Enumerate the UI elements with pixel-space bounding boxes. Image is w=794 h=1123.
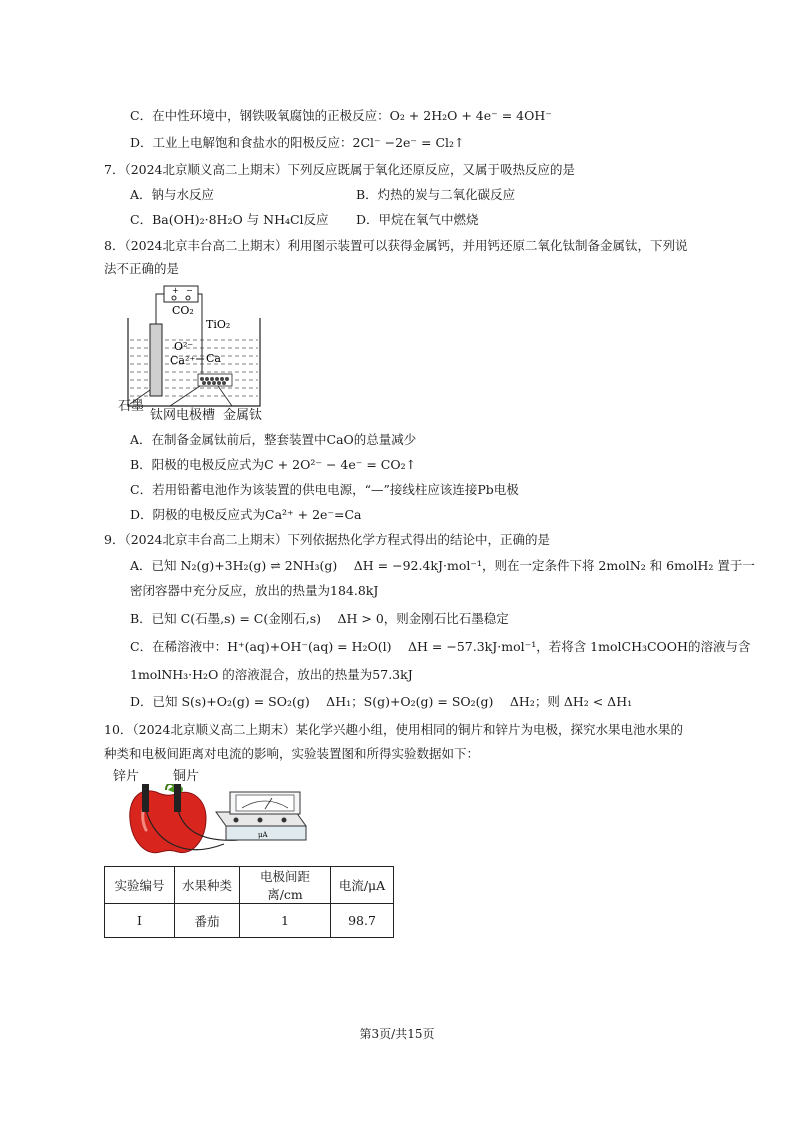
q7-option-d: D．甲烷在氧气中燃烧 xyxy=(356,212,479,227)
q9-option-c-line2: 1molNH₃·H₂O 的溶液混合，放出的热量为57.3kJ xyxy=(130,667,413,682)
graphite-label: 石墨 xyxy=(118,399,145,414)
zinc-label: 锌片 xyxy=(113,769,140,784)
ammeter-unit-label: μA xyxy=(258,831,268,839)
table-header-cell: 水果种类 xyxy=(175,867,240,904)
graphite-electrode xyxy=(150,324,162,396)
table-header-cell: 实验编号 xyxy=(105,867,175,904)
o2-ion-label: O²⁻ xyxy=(174,340,194,353)
page-footer: 第3页/共15页 xyxy=(359,1027,435,1041)
q9-option-a-line1: A．已知 N₂(g)+3H₂(g) ⇌ 2NH₃(g) ΔH = −92.4kJ·mol⁻¹，则在一定条件下将 2molN₂ 和 6molH₂ 置于一 xyxy=(130,558,755,573)
q7-option-c: C．Ba(OH)₂·8H₂O 与 NH₄Cl反应 xyxy=(130,212,329,227)
metal-titanium-label: 金属钛 xyxy=(223,408,263,423)
copper-electrode xyxy=(174,784,181,812)
q6-option-d: D．工业上电解饱和食盐水的阳极反应：2Cl⁻ −2e⁻ = Cl₂↑ xyxy=(130,135,465,150)
power-minus-label: − xyxy=(186,286,193,295)
apple xyxy=(130,791,206,853)
zinc-electrode xyxy=(142,784,149,812)
table-cell: I xyxy=(105,904,175,938)
experiment-data-table xyxy=(104,866,394,938)
q8-option-a: A．在制备金属钛前后，整套装置中CaO的总量减少 xyxy=(130,432,417,447)
co2-label: CO₂ xyxy=(172,304,194,317)
table-header-cell: 电极间距离/cm xyxy=(240,867,331,904)
q6-option-c: C．在中性环境中，钢铁吸氧腐蚀的正极反应：O₂ + 2H₂O + 4e⁻ = 4OH⁻ xyxy=(130,108,552,123)
q8-stem-line1: 8．（2024北京丰台高二上期末）利用图示装置可以获得金属钙，并用钙还原二氧化钛制备金属钛，下列说 xyxy=(104,238,688,253)
table-cell: 1 xyxy=(240,904,331,938)
fruit-battery-diagram xyxy=(120,784,310,860)
tio2-label: TiO₂ xyxy=(206,318,231,331)
q7-option-b: B．灼热的炭与二氧化碳反应 xyxy=(356,187,516,202)
q9-stem: 9．（2024北京丰台高二上期末）下列依据热化学方程式得出的结论中，正确的是 xyxy=(104,532,551,547)
q9-option-d: D．已知 S(s)+O₂(g) = SO₂(g) ΔH₁；S(g)+O₂(g) = SO₂(g) ΔH₂；则 ΔH₂ < ΔH₁ xyxy=(130,694,633,709)
titanium-cell-label: 钛网电极槽 xyxy=(150,408,216,423)
q9-option-b: B．已知 C(石墨,s) = C(金刚石,s) ΔH > 0，则金刚石比石墨稳定 xyxy=(130,611,509,626)
ca-label: Ca xyxy=(206,352,221,365)
table-header-row xyxy=(105,867,394,904)
table-cell: 98.7 xyxy=(331,904,394,938)
q10-stem-line2: 种类和电极间距离对电流的影响，实验装置图和所得实验数据如下： xyxy=(104,746,480,761)
table-row xyxy=(105,904,394,938)
q8-option-b: B．阳极的电极反应式为C + 2O²⁻ − 4e⁻ = CO₂↑ xyxy=(130,457,417,472)
table-cell: 番茄 xyxy=(175,904,240,938)
q9-option-a-line2: 密闭容器中充分反应，放出的热量为184.8kJ xyxy=(130,583,379,598)
q10-stem-line1: 10．（2024北京顺义高二上期末）某化学兴趣小组，使用相同的铜片和锌片为电极，探究水果电池水果的 xyxy=(104,722,683,737)
q7-option-a: A．钠与水反应 xyxy=(130,187,215,202)
ca2-ion-label: Ca²⁺ xyxy=(170,354,196,367)
copper-label: 铜片 xyxy=(173,769,200,784)
q9-option-c-line1: C．在稀溶液中：H⁺(aq)+OH⁻(aq) = H₂O(l) ΔH = −57.3kJ·mol⁻¹，若将含 1molCH₃COOH的溶液与含 xyxy=(130,639,751,654)
q7-stem: 7．（2024北京顺义高二上期末）下列反应既属于氧化还原反应，又属于吸热反应的是 xyxy=(104,162,576,177)
power-source xyxy=(164,286,198,302)
q8-stem-line2: 法不正确的是 xyxy=(104,261,180,276)
q8-option-c: C．若用铅蓄电池作为该装置的供电电源，“—”接线柱应该连接Pb电极 xyxy=(130,482,519,497)
table-header-cell: 电流/μA xyxy=(331,867,394,904)
power-plus-label: + xyxy=(172,286,179,295)
q8-option-d: D．阴极的电极反应式为Ca²⁺ + 2e⁻=Ca xyxy=(130,507,362,522)
